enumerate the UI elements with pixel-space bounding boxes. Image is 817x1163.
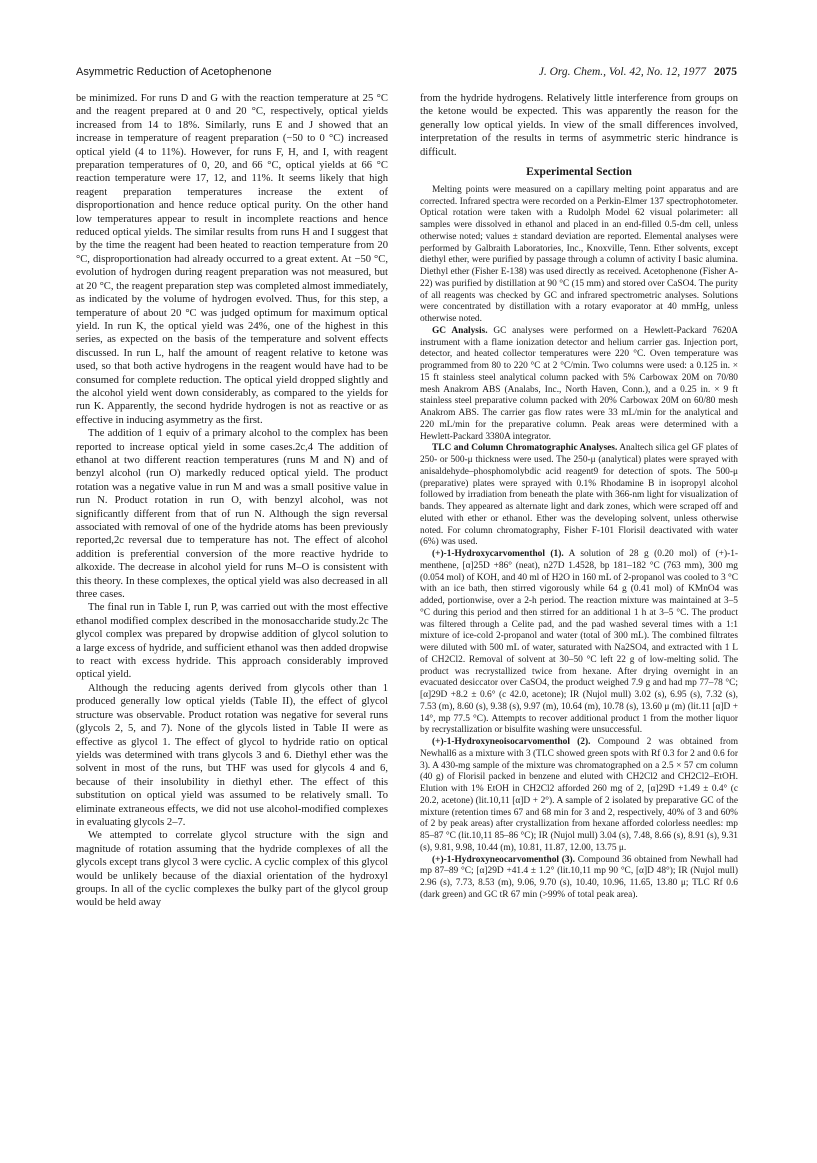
page-number: 2075 — [714, 66, 737, 78]
run-in-heading: (+)-1-Hydroxyneocarvomenthol (3). — [432, 854, 575, 865]
running-title: Asymmetric Reduction of Acetophenone — [76, 66, 272, 78]
paragraph — [420, 326, 738, 444]
paragraph — [420, 185, 738, 326]
paragraph-text: Compound 36 obtained from Newhall had mp 87–89 °C; [α]29D +41.4 ± 1.2° (lit.10,11 mp 90 °C, [α]D 48°); IR (Nujol mull) 2.96 (s), 7.73, 8.53 (m), 9.06, 9.70 (s), 10.40, 10.96, 11.65, 13.80 μ; TLC Rf 0.6 (dark green) and GC tR 67 min (>99% of total peak area). — [420, 854, 738, 900]
paragraph-text: A solution of 28 g (0.20 mol) of (+)-1-menthene, [α]25D +86° (neat), n27D 1.4528, bp 181–182 °C (763 mm), 300 mg (0.054 mol) of KOH, and 40 ml of H2O in 160 mL of 2-propanol was cooled to 3 °C with an ice bath, then stirred vigorously while 64 g (0.41 mol) of KMnO4 was added, portionwise, over a 2-h period. The reaction mixture was maintained at 3–5 °C during this period and then stirred for an additional 1 h at 3–5 °C. The product was filtered through a Celite pad, and the pad washed several times with a 1:1 mixture of ice-cold 2-propanol and water (total of 300 mL). The combined filtrates were diluted with 500 mL of water, saturated with Na2SO4, and extracted with 1 L of CH2Cl2. Removal of solvent at 30–50 °C left 22 g of low-melting solid. The product was recrystallized twice from hexane. After drying overnight in an evacuated desiccator over CaSO4, the product weighed 7.9 g and had mp 77–78 °C; [α]29D +8.2 ± 0.6° (c 42.0, acetone); IR (Nujol mull) 3.02 (s), 6.95 (s), 7.32 (s), 7.53 (m), 8.60 (s), 9.38 (s), 9.97 (m), 10.64 (m), 10.78 (s), 13.60 μ (m) (lit.11 [α]D + 14°, mp 77.5 °C). Attempts to recover additional product 1 from the mother liquor by recrystallization or bisulfite washing were unsuccessful. — [420, 549, 738, 736]
journal-name: J. Org. Chem., Vol. 42, No. 12, 1977 — [538, 66, 706, 78]
run-in-heading: TLC and Column Chromatographic Analyses. — [432, 443, 618, 454]
page-header — [76, 66, 737, 82]
paragraph: Although the reducing agents derived from glycols other than 1 produced generally low optical yields (Table II), the effect of glycol structure was observable. Product rotation was negative for several runs (glycols 2, 5, and 7). None of the glycols listed in Table II were as effective as glycol 1. The effect of glycol to hydride ratio on optical yields was determined with trans glycols 3 and 6. Diethyl ether was the solvent in most of the runs, but THF was used for glycols 4 and 6, because of their insolubility in diethyl ether. The effect of this substitution on optical yield was assumed to be relatively small. To eliminate extraneous effects, we did not use alcohol-modified complexes in evaluating glycols 2–7. — [76, 682, 388, 828]
paragraph: The final run in Table I, run P, was carried out with the most effective ethanol modified complex described in the monosaccharide study.2c The glycol complex was prepared by dropwise addition of glycol solution to a large excess of hydride, and sufficient ethanol was then added dropwise to react with excess hydride. This approach considerably improved optical yield. — [76, 602, 388, 681]
paragraph — [420, 443, 738, 549]
paragraph: The addition of 1 equiv of a primary alcohol to the complex has been reported to increase optical yield in some cases.2c,4 The addition of ethanol at two different reaction temperatures (runs M and N) and of benzyl alcohol (run O) markedly reduced optical yield. The product rotation was a negative value in run M and was a small positive value in run N. Product rotation in run O, with benzyl alcohol, was not significantly different from that of run N. Although the sign reversal associated with removal of one of the hydride atoms has been previously reported,2c reversal due to temperature has not. The effect of alcohol addition is preferential conversion of the more reactive hydride to alkoxide. The decrease in alcohol yield for runs M–O is consistent with this theory. In these complexes, the optical yield was also decreased in all three cases. — [76, 428, 388, 601]
paragraph: from the hydride hydrogens. Relatively little interference from groups on the ketone would be expected. This was apparently the reason for the generally low optical yields. In view of the small differences involved, interpretation of the results in terms of asymmetric steric hindrance is difficult. — [420, 93, 738, 158]
paragraph — [420, 737, 738, 855]
left-column — [76, 92, 388, 1132]
paragraph-text: GC analyses were performed on a Hewlett-Packard 7620A instrument with a flame ionization detector and helium carrier gas. Injection port, detector, and heated collector temperatures were 220 °C. Oven temperature was programmed from 80 to 220 °C at 2 °C/min. Two columns were used: a 0.125 in. × 15 ft stainless steel analytical column packed with 5% Carbowax 20M on 70/80 mesh Anakrom ABS (Analabs, Inc., North Haven, Conn.), and a 0.25 in. × 9 ft stainless steel preparative column packed with 20% Carbowax 20M on 60/80 mesh Anakrom ABS. The carrier gas flow rates were 33 mL/min for the analytical and 220 mL/min for the preparative column. Peak areas were determined with a Hewlett-Packard 3380A integrator. — [420, 325, 738, 442]
paragraph-text: Analtech silica gel GF plates of 250- or 500-μ thickness were used. The 250-μ (analytical) plates were sprayed with anisaldehyde–phosphomolybdic acid reagent9 for detection of spots. The 500-μ (preparative) plates were sprayed with 0.1% Rhodamine B in isopropyl alcohol followed by irradiation from beneath the plate with 366-nm light for visualization of bands. They appeared as alternate light and dark zones, which were scraped off and eluted with ether or ethanol. Ether was the developing solvent, unless otherwise noted. For column chromatography, Fisher F-101 Florisil deactivated with water (6%) was used. — [420, 443, 738, 548]
paragraph — [420, 549, 738, 737]
paragraph — [420, 855, 738, 902]
journal-citation — [539, 66, 737, 78]
run-in-heading: (+)-1-Hydroxycarvomenthol (1). — [432, 549, 564, 560]
paragraph: We attempted to correlate glycol structure with the sign and magnitude of rotation assuming that the hydride complexes of all the glycols except trans glycol 3 were cyclic. A cyclic complex of this glycol would be unlikely because of the diaxial orientation of the hydroxyl groups. In all of the cyclic complexes the bulky part of the glycol group would be held away — [76, 830, 388, 909]
paragraph: be minimized. For runs D and G with the reaction temperature at 25 °C and the reagent prepared at 0 and 20 °C, respectively, optical yields increased from 14 to 18%. Similarly, runs E and J showed that an increase in temperature of reagent preparation (−50 to 0 °C) increased optical yield (4 to 11%). However, for runs F, H, and I, with reagent preparation temperatures of 0, 20, and 66 °C, optical yields at 66 °C reaction temperature were 17, 12, and 11%. It seems likely that high reagent preparation temperatures increase the extent of disproportionation and hence reduce optical purity. On the other hand low temperatures appear to result in incomplete reactions and hence reduced optical yields. The similar results from runs H and I suggest that by the time the reagent had been heated to reaction temperature from 20 °C, disproportionation had already occurred to a great extent. At −50 °C, evolution of hydrogen during reagent preparation was not measured, but at 20 °C, the reagent preparation step was completed almost immediately, as indicated by the volume of hydrogen evolved. Thus, for this step, a temperature of about 20 °C was judged optimum for maximum optical yield. In run K, the optical yield was 24%, one of the highest in this series, as expected on the basis of the temperature and solvent effects discussed. In run L, half the amount of reagent relative to ketone was used, so that both active hydrogens in the reagent would have had to be consumed for complete reduction. The optical yield dropped slightly and the alcohol yield went down considerably, as compared to the yields for run K. Apparently, the second hydride hydrogen is not as reactive or as effective in inducing asymmetry as the first. — [76, 93, 388, 426]
run-in-heading: GC Analysis. — [432, 325, 488, 336]
paragraph-text: Melting points were measured on a capillary melting point apparatus and are corrected. Infrared spectra were recorded on a Perkin-Elmer 137 spectrophotometer. Optical rotation were taken with a Rudolph Model 62 visual polarimeter: all samples were dissolved in ethanol and placed in an end-filled 0.5-dm cell, unless otherwise noted; values ± standard deviation are reported. Elemental analyses were performed by Galbraith Laboratories, Inc., Knoxville, Tenn. Ether solvents, except diethyl ether, were purified by passage through a column of activity I basic alumina. Diethyl ether (Fisher E-138) was used directly as received. Acetophenone (Fisher A-22) was purified by distillation at 90 °C (15 mm) and stored over CaSO4. The purity of all reagents was checked by GC and infrared spectrometric analyses. Solutions were concentrated by distillation with a rotary evaporator at 40 mmHg, unless otherwise noted. — [420, 184, 738, 325]
section-title: Experimental Section — [526, 166, 632, 179]
paragraph-text: Compound 2 was obtained from Newhall6 as a mixture with 3 (TLC showed green spots with Rf 0.3 for 2 and 0.6 for 3). A 430-mg sample of the mixture was chromatographed on a 2.5 × 57 cm column (40 g) of Florisil packed in benzene and eluted with CH2Cl2 and CH2Cl2–EtOH. Elution with 1% EtOH in CH2Cl2 afforded 260 mg of 2, [α]29D +1.49 ± 0.4° (c 20.2, acetone) (lit.10,11 [α]D + 2°). A sample of 2 isolated by preparative GC of the mixture (retention times 67 and 68 min for 3 and 2, respectively, 40% of 3 and 60% of 2 by peak areas) after crystallization from hexane afforded colorless needles: mp 85–87 °C (lit.10,11 85–86 °C); IR (Nujol mull) 3.04 (s), 7.48, 8.66 (s), 8.91 (s), 9.31 (s), 9.81, 9.98, 10.44 (m), 10.81, 11.87, 12.00, 13.75 μ. — [420, 737, 738, 853]
run-in-heading: (+)-1-Hydroxyneoisocarvomenthol (2). — [432, 737, 591, 748]
right-column — [420, 92, 738, 1132]
